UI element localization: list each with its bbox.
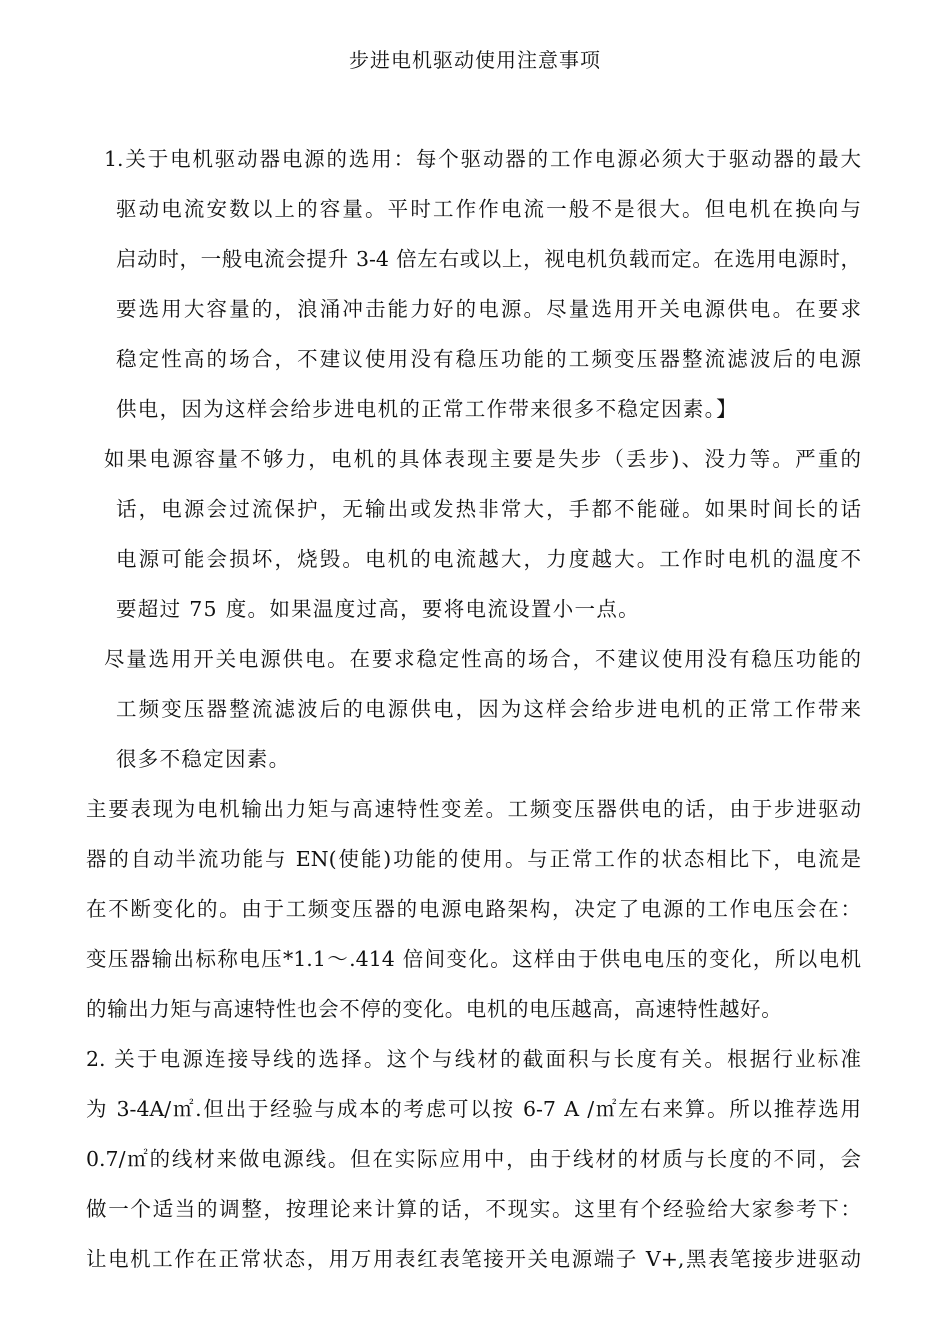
text-line: 电源可能会损坏，烧毁。电机的电流越大，力度越大。工作时电机的温度不 <box>116 547 861 571</box>
text-line: 做一个适当的调整，按理论来计算的话，不现实。这里有个经验给大家参考下： <box>86 1197 861 1221</box>
text-line: 尽量选用开关电源供电。在要求稳定性高的场合，不建议使用没有稳压功能的 <box>104 647 861 671</box>
text-line: 工频变压器整流滤波后的电源供电，因为这样会给步进电机的正常工作带来 <box>116 697 861 721</box>
text-line: 稳定性高的场合，不建议使用没有稳压功能的工频变压器整流滤波后的电源 <box>116 347 861 371</box>
text-line: 为 3-4A/㎡.但出于经验与成本的考虑可以按 6-7 A /㎡左右来算。所以推荐选用 <box>86 1097 861 1121</box>
text-line: 器的自动半流功能与 EN(使能)功能的使用。与正常工作的状态相比下，电流是 <box>86 847 861 871</box>
text-line: 驱动电流安数以上的容量。平时工作作电流一般不是很大。但电机在换向与 <box>116 197 861 221</box>
text-line: 变压器输出标称电压*1.1～.414 倍间变化。这样由于供电电压的变化，所以电机 <box>86 947 861 971</box>
text-line: 0.7/㎡的线材来做电源线。但在实际应用中，由于线材的材质与长度的不同，会 <box>86 1147 861 1171</box>
text-line: 要超过 75 度。如果温度过高，要将电流设置小一点。 <box>116 597 640 621</box>
text-line: 主要表现为电机输出力矩与高速特性变差。工频变压器供电的话，由于步进驱动 <box>86 797 861 821</box>
text-line: 让电机工作在正常状态，用万用表红表笔接开关电源端子 V+,黑表笔接步进驱动 <box>86 1247 861 1271</box>
text-line: 的输出力矩与高速特性也会不停的变化。电机的电压越高，高速特性越好。 <box>86 997 783 1021</box>
document-title: 步进电机驱动使用注意事项 <box>349 48 601 72</box>
text-line: 供电，因为这样会给步进电机的正常工作带来很多不稳定因素。】 <box>116 397 738 421</box>
text-line: 如果电源容量不够力，电机的具体表现主要是失步（丢步)、没力等。严重的 <box>104 447 861 471</box>
text-line: 2. 关于电源连接导线的选择。这个与线材的截面积与长度有关。根据行业标准 <box>86 1047 861 1071</box>
text-line: 启动时，一般电流会提升 3-4 倍左右或以上，视电机负载而定。在选用电源时， <box>116 247 861 271</box>
text-line: 1.关于电机驱动器电源的选用：每个驱动器的工作电源必须大于驱动器的最大 <box>104 147 861 171</box>
text-line: 在不断变化的。由于工频变压器的电源电路架构，决定了电源的工作电压会在： <box>86 897 861 921</box>
text-line: 要选用大容量的，浪涌冲击能力好的电源。尽量选用开关电源供电。在要求 <box>116 297 861 321</box>
text-line: 话，电源会过流保护，无输出或发热非常大，手都不能碰。如果时间长的话 <box>116 497 861 521</box>
text-line: 很多不稳定因素。 <box>116 747 291 771</box>
